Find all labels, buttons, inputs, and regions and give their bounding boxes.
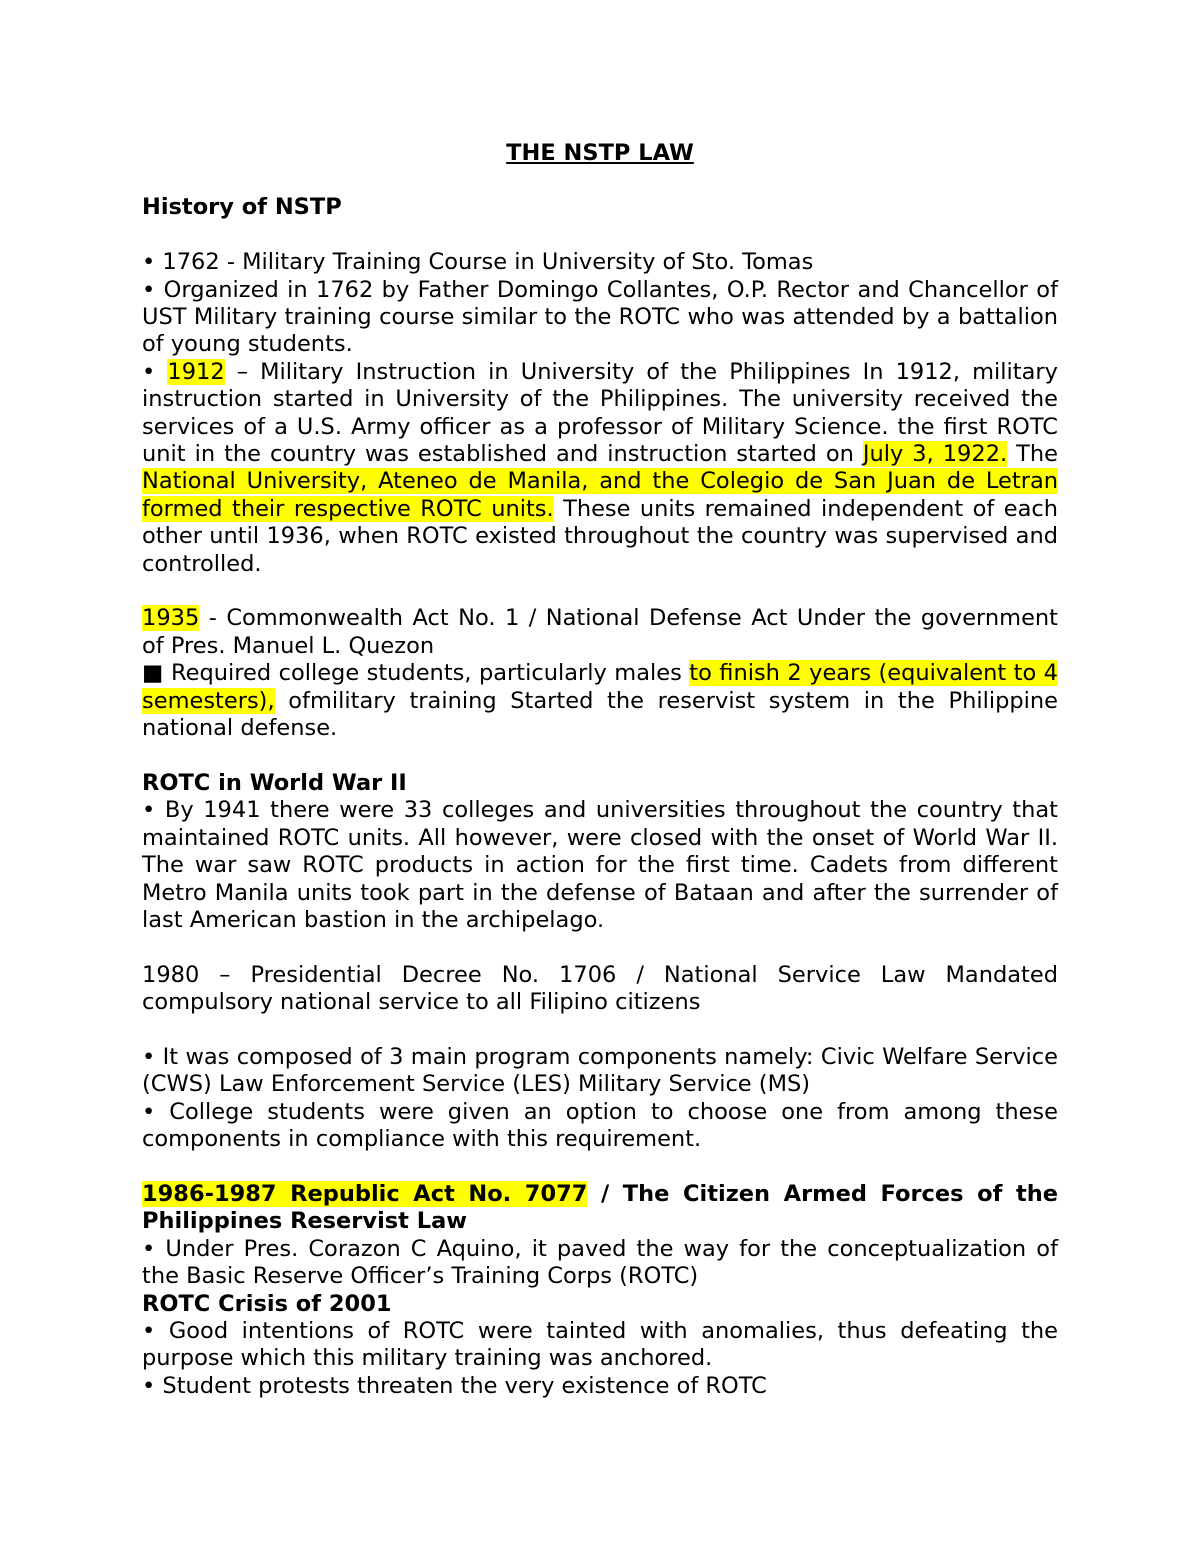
highlight-schools: National University, Ateneo de Manila, and the Colegio de San Juan de Letran formed their respective ROTC units. [142,468,1058,522]
bullet-components: • It was composed of 3 main program components namely: Civic Welfare Service (CWS) Law Enforcement Service (LES) Military Service (MS) [142,1043,1058,1098]
spacer [142,578,1058,605]
heading-ww2: ROTC in World War II [142,769,407,796]
text-1935: - Commonwealth Act No. 1 / National Defense Act Under the government of Pres. Manuel L. Quezon [142,605,1058,659]
bullet-ww2: • By 1941 there were 33 colleges and universities throughout the country that maintained ROTC units. All however, were closed with the onset of World War II. The war saw ROTC products in action for the first time. Cadets from different Metro Manila units took part in the defense of Bataan and after the surrender of last American bastion in the archipelago. [142,797,1058,933]
heading-crisis: ROTC Crisis of 2001 [142,1290,392,1317]
spacer [142,743,1058,770]
text-reservist: ofmilitary training Started the reservist system in the Philippine national defense. [142,687,1058,742]
spacer [142,934,1058,961]
text-ra: / The Citizen Armed Forces of the Philippines Reservist Law [142,1180,1058,1235]
heading-ra-7077 [142,1181,1058,1236]
highlight-years: to finish 2 years (equivalent to 4 semesters), [142,660,1058,714]
heading-history: History of NSTP [142,194,342,221]
bullet-mark: • [142,358,168,385]
highlight-ra: 1986-1987 Republic Act No. 7077 [142,1180,588,1207]
spacer [142,1154,1058,1181]
paragraph-1980: 1980 – Presidential Decree No. 1706 / National Service Law Mandated compulsory national service to all Filipino citizens [142,961,1058,1016]
document-title: THE NSTP LAW [506,140,694,166]
spacer [142,222,1058,249]
highlight-1935: 1935 [142,605,200,632]
highlight-1912: 1912 [167,358,225,385]
text-required: ■ Required college students, particularly males [142,660,690,687]
paragraph-1935 [142,605,1058,660]
bullet-crisis-1: • Good intentions of ROTC were tainted with anomalies, thus defeating the purpose which this military training was anchored. [142,1317,1058,1372]
bullet-1912 [142,359,1058,578]
bullet-1762: • 1762 - Military Training Course in University of Sto. Tomas [142,249,814,276]
spacer [142,1017,1058,1044]
bullet-organized: • Organized in 1762 by Father Domingo Collantes, O.P. Rector and Chancellor of UST Military training course similar to the ROTC who was attended by a battalion of young students. [142,276,1058,358]
bullet-crisis-2: • Student protests threaten the very existence of ROTC [142,1372,767,1399]
text-the: The [1007,441,1059,468]
text-units: These units remained independent of each other until 1936, when ROTC existed throughout the country was supervised and controlled. [142,495,1058,577]
bullet-option: • College students were given an option to choose one from among these components in compliance with this requirement. [142,1098,1058,1153]
text-1912: – Military Instruction in University of the Philippines In 1912, military instruction started in University of the Philippines. The university received the services of a U.S. Army officer as a professor of Military Science. the first ROTC unit in the country was established and instruction started on [142,358,1058,468]
paragraph-required [142,660,1058,742]
document-page [142,140,1058,1400]
bullet-aquino: • Under Pres. Corazon C Aquino, it paved the way for the conceptualization of the Basic Reserve Officer’s Training Corps (ROTC) [142,1235,1058,1290]
highlight-date: July 3, 1922. [862,441,1008,468]
